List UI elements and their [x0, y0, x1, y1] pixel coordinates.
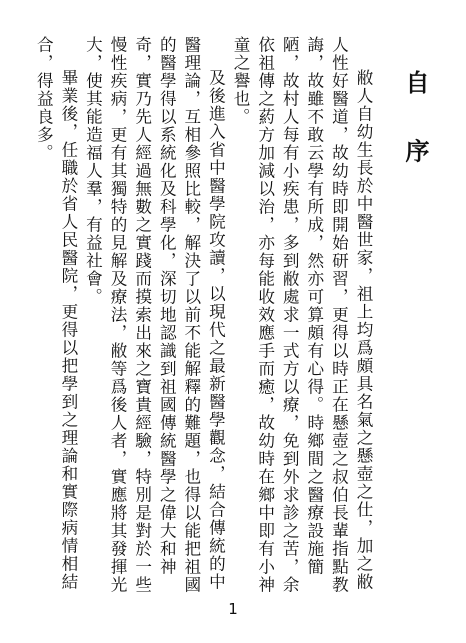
preface-body: [31, 36, 375, 608]
page-title: 自 序: [401, 70, 430, 181]
paragraph-1: 敝人自幼生長於中醫世家，祖上均爲頗具名氣之懸壺之仕，加之敝人性好醫道，故幼時即開始研習，更得以時正在懸壺之叔伯長輩指點教誨，故雖不敢云學有所成，然亦可算頗有心得。時鄉間之醫療設施簡陋，故村人每有小疾患，多到敝處求一式方以療，免到外求診之苦，余依祖傳之葯方加減以治，亦每能收效應手而癒，故幼時在鄉中即有小神童之譽也。: [231, 36, 373, 594]
paragraph-3: 畢業後，任職於省人民醫院，更得以把學到之理論和實際病情相結合，得益良多。: [34, 36, 78, 592]
page-number: 1: [228, 600, 238, 618]
paragraph-2: 及後進入省中醫學院攻讀，以現代之最新醫學觀念，結合傳統的中醫理論，互相參照比較，解決了以前不能解釋的難題，也得以能把祖國的醫學得以系統化及科學化，深切地認識到祖國傳統醫學之偉大和神奇，實乃先人經過無數之實踐而摸索出來之寶貴經驗，特別是對於一些慢性疾病，更有其獨特的見解及療法，敝等爲後人者，實應將其發揮光大，使其能造福人羣，有益社會。: [83, 36, 226, 594]
